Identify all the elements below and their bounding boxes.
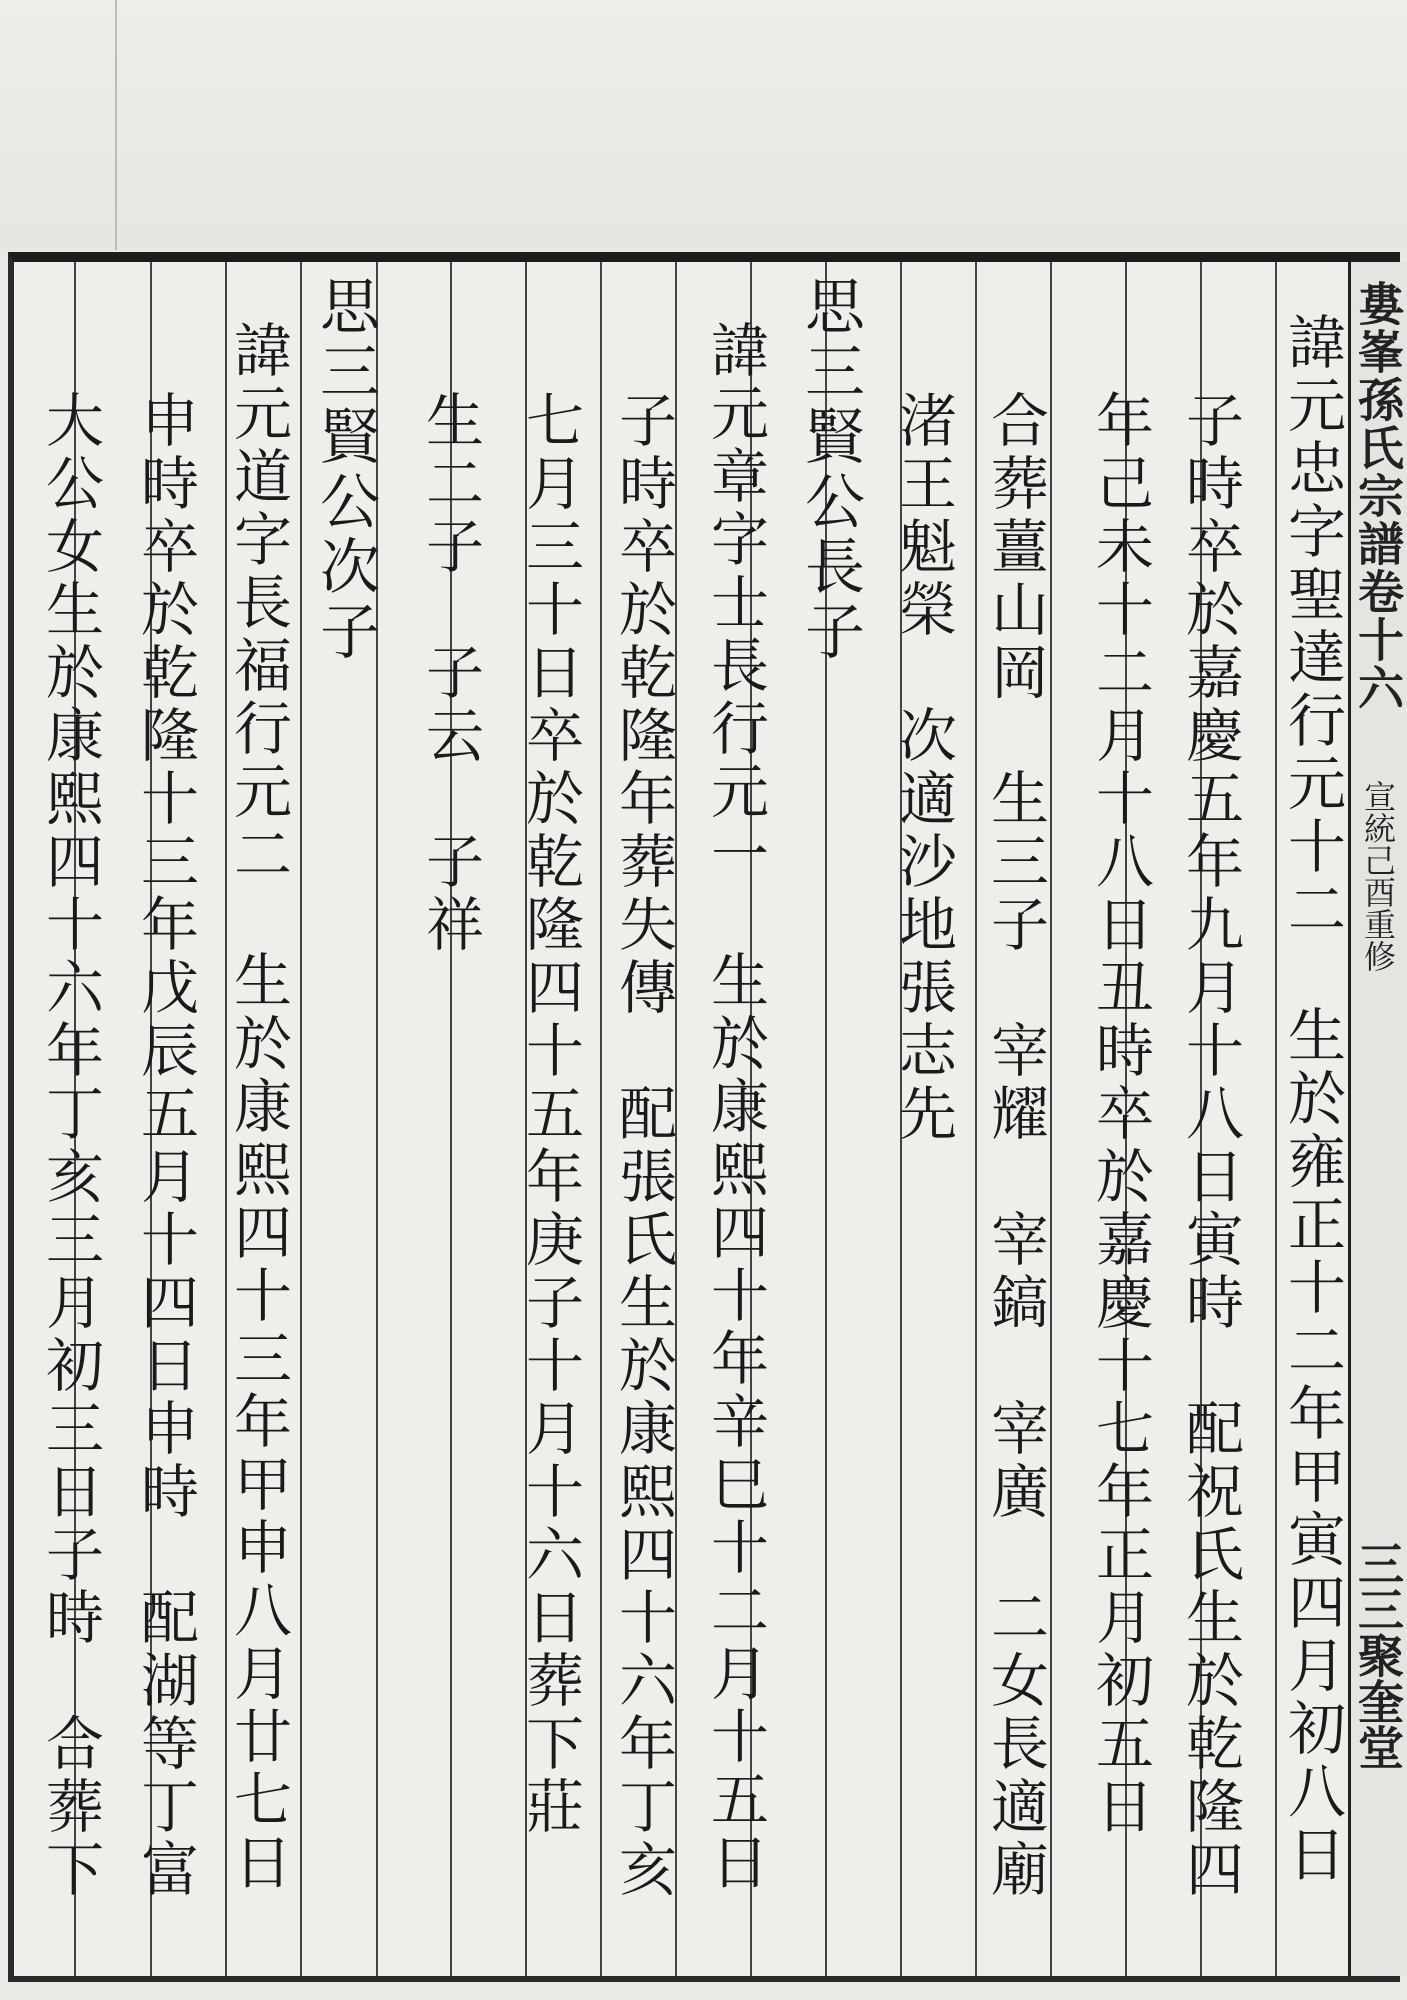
spine-title: 婁峯孫氏宗譜 [1351,280,1405,568]
spine-title-block [1352,280,1404,712]
blank-page-top [0,0,1407,250]
text-column: 子時卒於嘉慶五年九月十八日寅時 配祝氏生於乾隆四 [1176,390,1244,1902]
text-column: 子時卒於乾隆年葬失傳 配張氏生於康熙四十六年丁亥 [609,390,677,1902]
text-column: 諱元章字士長行元一 生於康熙四十年辛巳十二月十五日 [701,320,769,1895]
text-column: 七月三十日卒於乾隆四十五年庚子十月十六日葬下莊 [516,390,584,1839]
text-column: 合葬薑山岡 生三子 宰耀 宰鎬 宰廣 二女長適廟 [981,390,1049,1902]
spine-volume: 卷十六 [1351,568,1405,712]
column-rule [300,262,302,1976]
spine-page-label: 三三聚奎堂 [1351,1540,1405,1770]
text-column: 大公女生於康熙四十六年丁亥三月初三日子時 合葬下 [36,390,104,1902]
section-heading: 思三賢公次子 [310,275,380,665]
text-column: 諱元忠字聖達行元十二 生於雍正十二年甲寅四月初八日 [1278,312,1346,1887]
text-column: 諱元道字長福行元二 生於康熙四十三年甲申八月廿七日 [224,320,292,1895]
text-column: 年己未十二月十八日丑時卒於嘉慶十七年正月初五日 [1086,390,1154,1839]
text-column: 渚王魁榮 次適沙地張志先 [889,390,957,1146]
spine-edition-note: 宣統己酉重修 [1359,780,1397,972]
text-column: 申時卒於乾隆十三年戊辰五月十四日申時 配湖等丁富 [131,390,199,1902]
column-rule [600,262,602,1976]
text-column: 生二子 子云 子祥 [416,390,484,957]
page-fold-line [115,0,117,250]
section-heading: 思三賢公長子 [795,275,865,665]
